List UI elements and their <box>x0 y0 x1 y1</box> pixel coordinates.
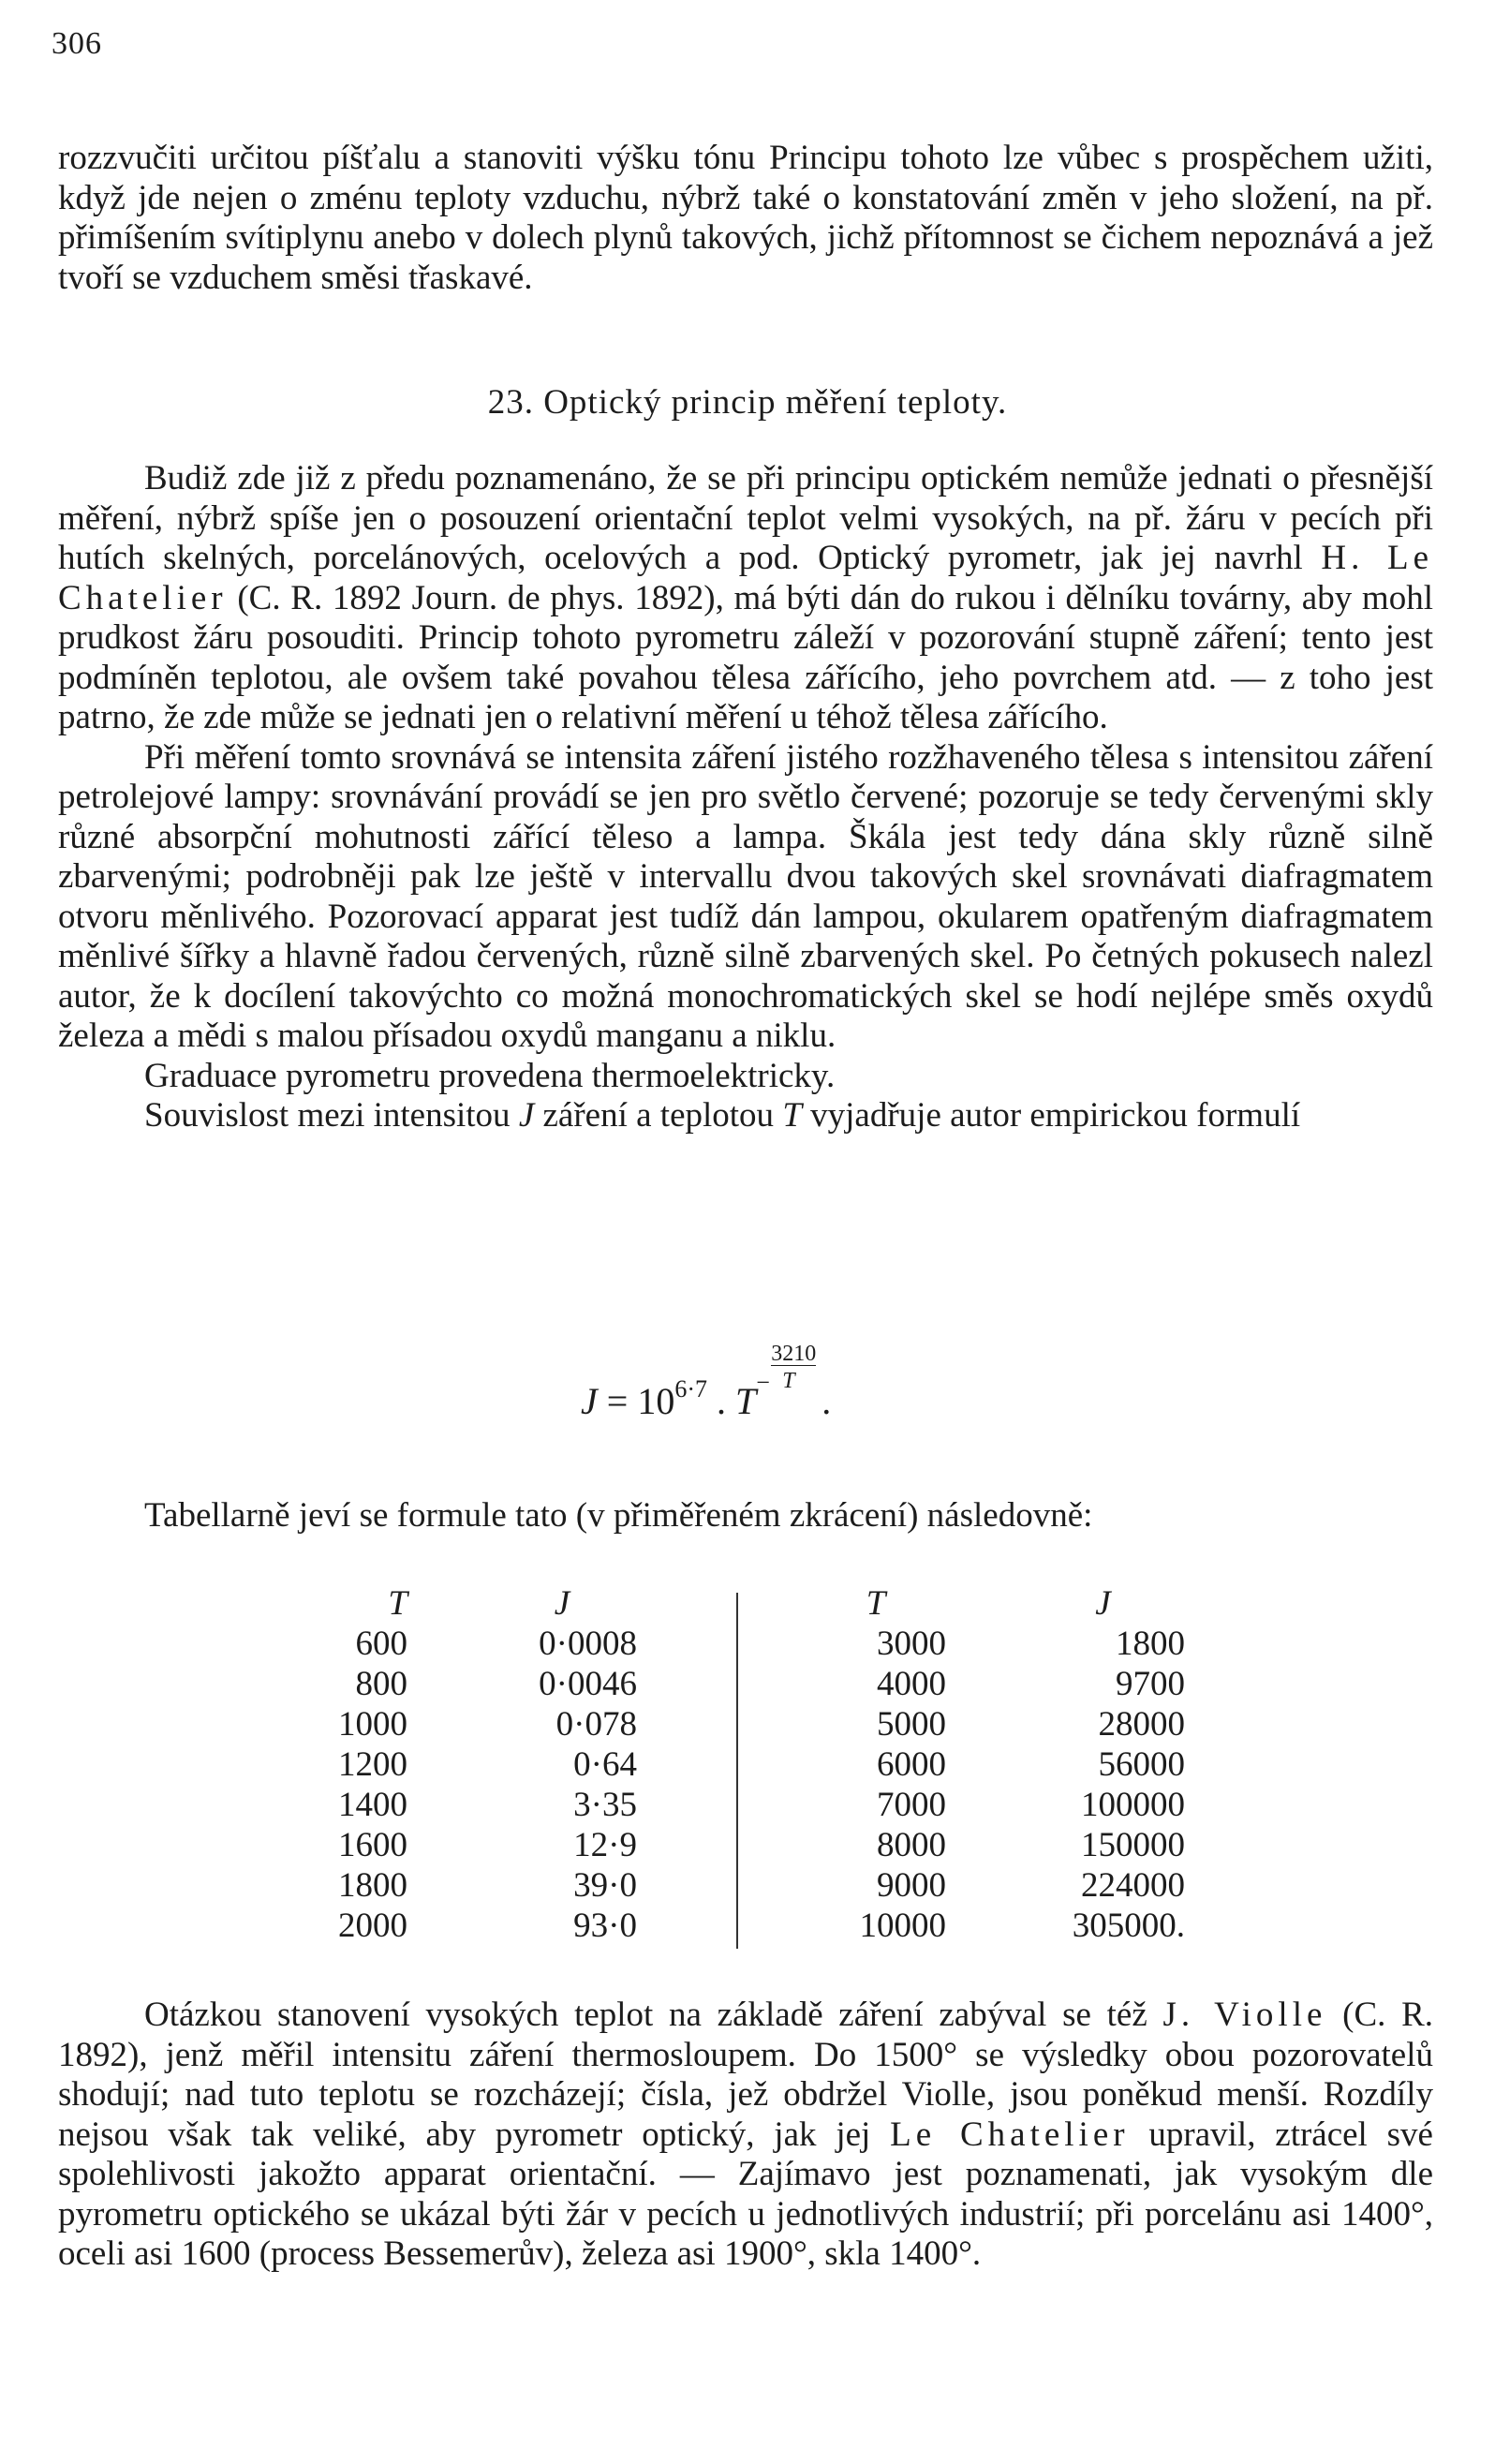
table-cell: 7000 <box>877 1786 946 1824</box>
table-cell: 1200 <box>338 1745 407 1784</box>
para5-text-a: Otázkou stanovení vysokých teplot na základě záření zabýval se též <box>144 1996 1163 2034</box>
table-cell: 2000 <box>338 1907 407 1945</box>
column-left-t <box>281 1583 407 1946</box>
formula-end: . <box>822 1380 832 1422</box>
para1-text-b: (C. R. 1892 Journ. de phys. 1892), má býti dán do rukou i dělníku továrny, aby mohl prudkost žáru posouditi. Princip tohoto pyrometru záleží v pozorování stupně záření; tento jest podmíněn teplotou, ale ovšem také povahou tělesa zářícího, jeho povrchem atd. — z toho jest patrno, že zde může se jednati jen o relativní měření u téhož tělesa zářícího. <box>58 578 1433 736</box>
header-right-t: T <box>866 1584 886 1623</box>
table-cell: 3·35 <box>573 1786 637 1824</box>
table-cell: 5000 <box>877 1705 946 1744</box>
table-cell: 9000 <box>877 1866 946 1905</box>
table-cell: 9700 <box>1116 1665 1185 1703</box>
paragraph-graduation: Graduace pyrometru provedena thermoelektricky. <box>144 1056 836 1095</box>
column-right-t <box>806 1583 946 1946</box>
table-cell: 0·0046 <box>539 1665 637 1703</box>
table-cell: 800 <box>355 1665 407 1703</box>
section-heading: 23. Optický princip měření teploty. <box>487 383 1008 422</box>
para5-text-b: (C. R. 1892), jenž měřil intensitu záření thermosloupem. Do 1500° se výsledky obou pozorovatelů shodují; nad tuto teplotu se rozcházejí; čísla, jež obdržel Violle, jsou poněkud menší. Rozdíly nejsou však tak veliké, aby pyrometr optický, jak jej <box>58 1996 1433 2154</box>
page-number: 306 <box>52 26 102 61</box>
table-cell: 1400 <box>338 1786 407 1824</box>
paragraph-formula-intro <box>58 1096 1433 1136</box>
table-cell: 305000. <box>1072 1907 1185 1945</box>
table-cell: 1000 <box>338 1705 407 1744</box>
table-cell: 8000 <box>877 1826 946 1864</box>
author-le-chatelier-2: Le Chatelier <box>890 2115 1130 2154</box>
formula-exponent <box>756 1342 822 1401</box>
table-cell: 3000 <box>877 1625 946 1663</box>
intro-paragraph: rozzvučiti určitou píšťalu a stanoviti výšku tónu Principu tohoto lze vůbec s prospěchem užiti, když jde nejen o zménu teploty vzduchu, nýbrž také o konstatování změn v jeho složení, na př. přimíšením svítiplynu anebo v dolech plynů takových, jichž přítomnost se čichem nepoznává a jež tvoří se vzduchem směsi třaskavé. <box>58 139 1433 297</box>
author-violle: J. Violle <box>1162 1996 1327 2034</box>
table-cell: 1800 <box>338 1866 407 1905</box>
table-cell: 12·9 <box>573 1826 637 1864</box>
table-cell: 4000 <box>877 1665 946 1703</box>
table-intro: Tabellarně jeví se formule tato (v přiměřeném zkrácení) následovně: <box>144 1496 1093 1535</box>
table-divider <box>736 1593 738 1949</box>
paragraph-pyrometer-intro <box>58 459 1433 738</box>
table-cell: 56000 <box>1098 1745 1185 1784</box>
formula-lhs: J <box>581 1380 598 1422</box>
formula-power: 6·7 <box>674 1375 707 1403</box>
formula-base: T <box>735 1380 757 1422</box>
table-cell: 28000 <box>1098 1705 1185 1744</box>
empirical-formula <box>581 1342 832 1423</box>
para4-text-b: záření a teplotou <box>534 1096 783 1135</box>
table-cell: 150000 <box>1081 1826 1185 1864</box>
paragraph-violle <box>58 1996 1433 2275</box>
formula-dot: . <box>707 1380 735 1422</box>
table-intro-block <box>58 1496 1433 1536</box>
para1-text-a: Budiž zde již z předu poznamenáno, že se při principu optickém nemůže jednati o přesnější měření, nýbrž spíše jen o posouzení orientační teplot velmi vysokých, na př. žáru v pecích při hutích skelných, porcelánových, ocelových a pod. Optický pyrometr, jak jej navrhl <box>58 459 1433 577</box>
temperature-intensity-table <box>0 1583 1495 1958</box>
para4-text-c: vyjadřuje autor empirickou formulí <box>801 1096 1301 1135</box>
table-cell: 1800 <box>1116 1625 1185 1663</box>
table-cell: 224000 <box>1081 1866 1185 1905</box>
table-cell: 100000 <box>1081 1786 1185 1824</box>
formula-exp-numerator: 3210 <box>771 1342 817 1366</box>
para5-text-c: upravil, ztrácel své spolehlivosti jakožto apparat orientační. — Zajímavo jest poznamenati, jak vysokým dle pyrometru optického se ukázal býti žár v pecích u jednotlivých industrií; při porcelánu asi 1400°, oceli asi 1600 (process Bessemerův), železa asi 1900°, skla 1400°. <box>58 2115 1433 2273</box>
header-left-t: T <box>388 1584 407 1623</box>
formula-exp-denominator: T <box>782 1369 795 1393</box>
header-right-j: J <box>1095 1584 1111 1623</box>
table-cell: 0·64 <box>573 1745 637 1784</box>
paragraph-measurement-method: Při měření tomto srovnává se intensita záření jistého rozžhaveného tělesa s intensitou záření petrolejové lampy: srovnávání provádí se jen pro světlo červené; pozoruje se tedy červenými skly různé absorpční mohutnosti zářící těleso a lampa. Škála jest tedy dána skly různě silně zbarvenými; podrobněji pak lze ještě v intervallu dvou takových skel srovnávati diafragmatem otvoru měnlivého. Pozorovací apparat jest tudíž dán lampou, okularem opatřeným diafragmatem měnlivé šířky a hlavně řadou červených, různě silně zbarvených skel. Po četných pokusech nalezl autor, že k docílení takovýchto co možná monochromatických skel se hodí nejlépe směs oxydů železa a mědi s malou přísadou oxydů manganu a niklu. <box>58 737 1433 1055</box>
table-cell: 0·078 <box>555 1705 637 1744</box>
table-cell: 6000 <box>877 1745 946 1784</box>
table-cell: 93·0 <box>573 1907 637 1945</box>
author-le-chatelier: H. Le Chatelier <box>58 539 1433 617</box>
table-cell: 10000 <box>859 1907 946 1945</box>
column-left-j <box>487 1583 637 1946</box>
formula-equals: = 10 <box>597 1380 675 1422</box>
intro-block <box>58 139 1433 298</box>
header-left-j: J <box>554 1584 570 1623</box>
variable-t: T <box>782 1096 802 1135</box>
table-cell: 600 <box>355 1625 407 1663</box>
formula-minus: − <box>756 1369 770 1396</box>
table-cell: 39·0 <box>573 1866 637 1905</box>
table-cell: 0·0008 <box>539 1625 637 1663</box>
body-block-1 <box>58 459 1433 1136</box>
body-block-2 <box>58 1996 1433 2275</box>
column-right-j <box>1021 1583 1185 1946</box>
variable-j: J <box>518 1096 535 1135</box>
para4-text-a: Souvislost mezi intensitou <box>144 1096 519 1135</box>
table-cell: 1600 <box>338 1826 407 1864</box>
